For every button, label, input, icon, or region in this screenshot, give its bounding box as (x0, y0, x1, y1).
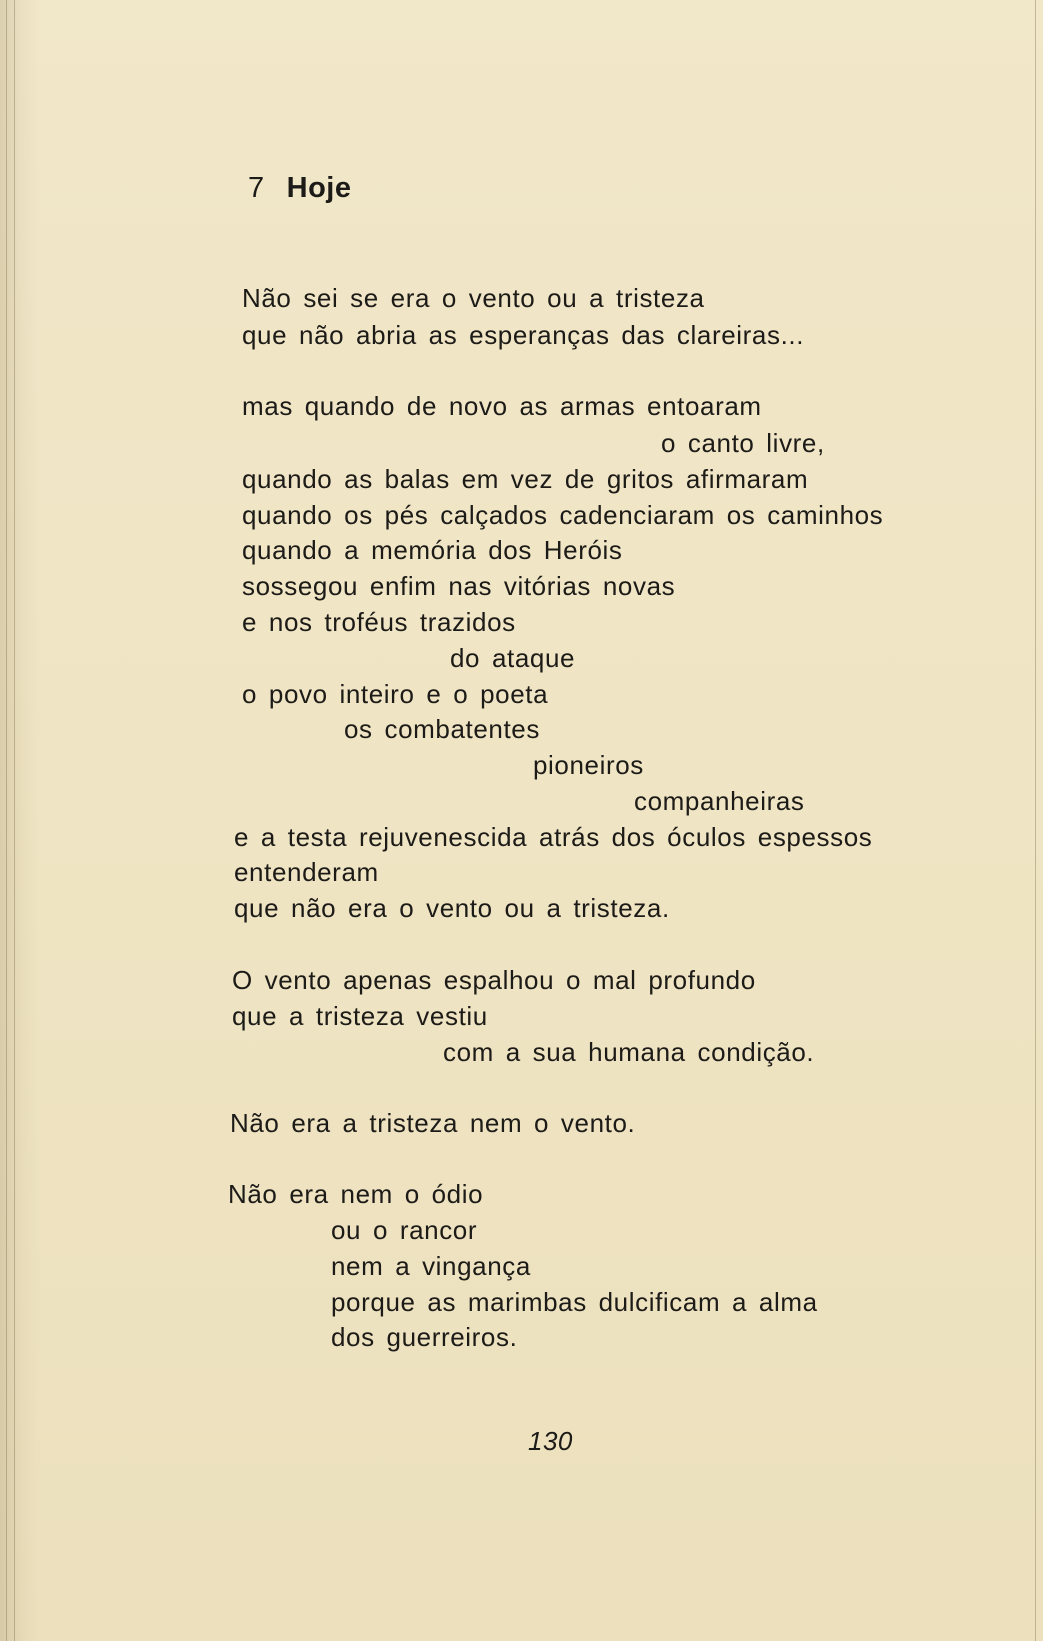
poem-line: Não sei se era o vento ou a tristeza (242, 283, 705, 313)
poem-line: quando os pés calçados cadenciaram os caminhos (242, 500, 884, 530)
poem-line: mas quando de novo as armas entoaram (242, 391, 762, 421)
poem-line: pioneiros (533, 750, 644, 780)
poem-line: entenderam (234, 857, 379, 887)
poem-number: 7 (248, 172, 265, 204)
poem-line: ou o rancor (331, 1215, 478, 1245)
poem-line: companheiras (634, 786, 805, 816)
poem-line: e nos troféus trazidos (242, 607, 516, 637)
poem-line: quando as balas em vez de gritos afirmaram (242, 464, 809, 494)
poem-line: Não era a tristeza nem o vento. (230, 1108, 636, 1138)
poem-line: e a testa rejuvenescida atrás dos óculos espessos (234, 822, 873, 852)
poem-line: nem a vingança (331, 1251, 531, 1281)
poem-title: Hoje (286, 172, 352, 204)
poem-line: que a tristeza vestiu (232, 1001, 488, 1031)
poem-line: o canto livre, (661, 428, 825, 458)
poem-line: dos guerreiros. (331, 1322, 518, 1352)
poem-line: que não era o vento ou a tristeza. (234, 893, 670, 923)
poem-line: O vento apenas espalhou o mal profundo (232, 965, 756, 995)
poem-line: do ataque (450, 643, 576, 673)
poem-line: o povo inteiro e o poeta (242, 679, 549, 709)
poem-line: sossegou enfim nas vitórias novas (242, 571, 676, 601)
poem-line: com a sua humana condição. (443, 1037, 815, 1067)
poem-line: porque as marimbas dulcificam a alma (331, 1287, 818, 1317)
poem-line: que não abria as esperanças das clareiras... (242, 320, 805, 350)
poem-line: Não era nem o ódio (228, 1179, 484, 1209)
page-number: 130 (528, 1426, 573, 1456)
poem-line: os combatentes (344, 714, 540, 744)
poem-line: quando a memória dos Heróis (242, 535, 623, 565)
